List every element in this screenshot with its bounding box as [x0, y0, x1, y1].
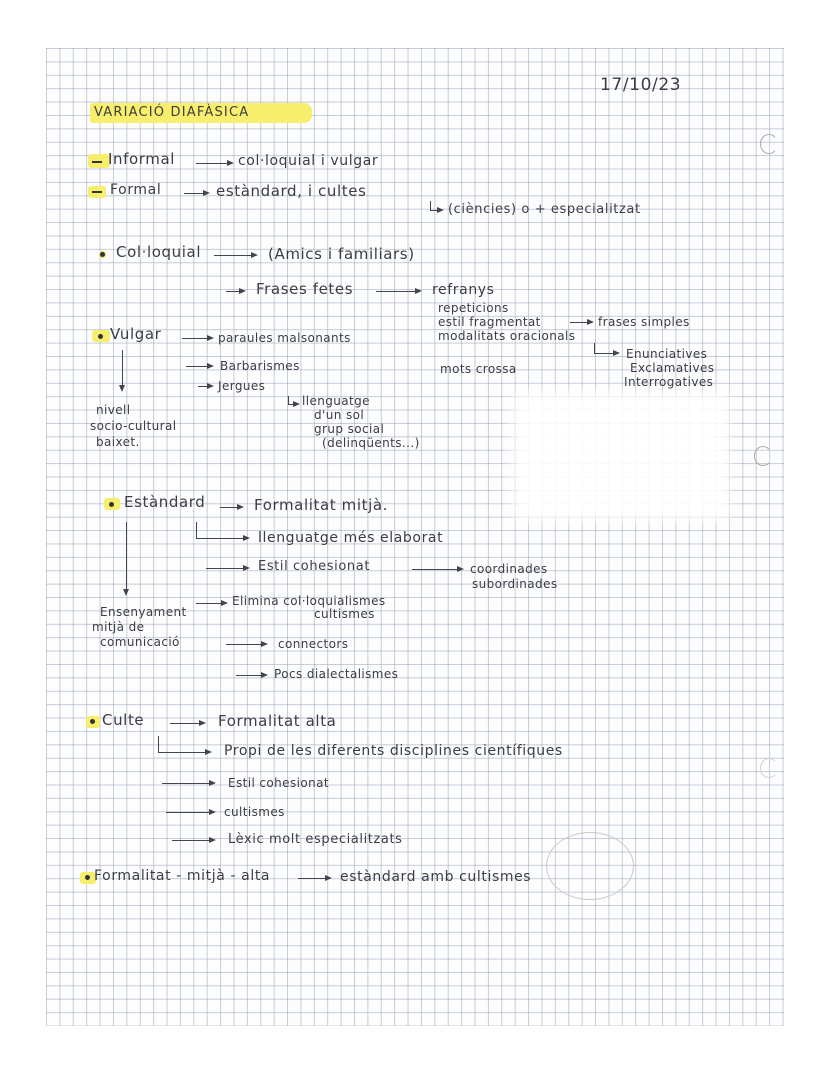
informal-target: col·loquial i vulgar [238, 153, 379, 169]
bullet-dot [98, 334, 103, 339]
coloquial-who: (Amics i familiars) [268, 245, 415, 263]
connector-line [594, 343, 595, 353]
erased-area [513, 392, 729, 520]
arrow-icon [226, 644, 266, 645]
ensenyament-text: Ensenyament [100, 605, 187, 619]
summary-left: Formalitat - mitjà - alta [94, 868, 271, 884]
modalitat-item: Interrogatives [624, 375, 714, 389]
culte-item: Estil cohesionat [228, 776, 329, 790]
bullet-dot [90, 719, 95, 724]
formal-target: estàndard, i cultes [216, 182, 367, 200]
arrow-icon [298, 878, 330, 879]
connector-line [430, 201, 431, 210]
informal-label: Informal [108, 150, 176, 168]
feature-item: refranys [432, 282, 495, 298]
formal-note: (ciències) o + especialitzat [448, 202, 641, 217]
feature-item: mots crossa [440, 362, 517, 376]
jergues-note: grup social [314, 422, 385, 436]
jergues-note: d'un sol [314, 408, 365, 422]
jergues-note: llenguatge [302, 394, 370, 408]
arrow-icon [196, 603, 226, 604]
estandard-item: Elimina col·loquialismes [232, 594, 386, 608]
modalitat-item: Enunciatives [626, 347, 708, 361]
frases-fetes: Frases fetes [256, 280, 354, 298]
oracio-type: coordinades [470, 562, 548, 576]
arrow-icon [196, 163, 232, 164]
down-arrow-icon [126, 522, 127, 594]
estandard-item: Pocs dialectalismes [274, 667, 399, 681]
binder-ring-icon [760, 758, 778, 778]
vulgar-item: paraules malsonants [218, 331, 351, 345]
nivell-text: baixet. [96, 435, 140, 449]
arrow-icon [170, 723, 204, 724]
arrow-icon [158, 752, 210, 753]
culte-item: Lèxic molt especialitzats [228, 832, 403, 847]
ensenyament-text: mitjà de [92, 620, 145, 634]
culte-formalitat: Formalitat alta [218, 712, 337, 730]
feature-item: estil fragmentat [438, 315, 541, 329]
arrow-icon [184, 193, 208, 194]
down-arrow-icon [122, 350, 123, 390]
arrow-icon [182, 338, 212, 339]
arrow-icon [166, 812, 214, 813]
culte-label: Culte [102, 711, 145, 729]
arrow-icon [162, 783, 214, 784]
arrow-icon [412, 569, 462, 570]
bullet-dot [100, 252, 105, 257]
jergues-note: (delinqüents...) [322, 436, 420, 450]
culte-item: cultismes [224, 805, 285, 819]
frases-simples: frases simples [598, 315, 690, 329]
arrow-icon [206, 568, 248, 569]
binder-ring-icon [754, 446, 772, 466]
bullet-dot [109, 502, 114, 507]
note-date: 17/10/23 [600, 75, 682, 95]
estandard-item: llenguatge més elaborat [258, 530, 444, 546]
oracio-type: subordinades [472, 577, 558, 591]
nivell-text: socio-cultural [90, 419, 177, 433]
bullet-dash [92, 161, 102, 163]
pencil-circle-sketch [546, 832, 634, 900]
vulgar-item: Barbarismes [220, 359, 300, 373]
arrow-icon [196, 538, 248, 539]
connector-line [196, 522, 197, 538]
nivell-text: nivell [96, 403, 131, 417]
modalitat-item: Exclamatives [630, 361, 715, 375]
page-title: VARIACIÓ DIAFÀSICA [94, 105, 250, 120]
bullet-dot [85, 875, 90, 880]
arrow-icon [226, 291, 244, 292]
arrow-icon [376, 291, 420, 292]
feature-item: repeticions [438, 301, 509, 315]
connector-line [288, 396, 289, 404]
vulgar-item: Jergues [218, 379, 266, 393]
arrow-icon [430, 210, 442, 211]
coloquial-label: Col·loquial [116, 243, 202, 261]
bullet-dash [92, 191, 102, 193]
arrow-icon [570, 322, 592, 323]
formal-label: Formal [110, 182, 162, 198]
arrow-icon [186, 366, 212, 367]
connector-line [158, 736, 159, 752]
arrow-icon [198, 386, 212, 387]
binder-ring-icon [760, 134, 778, 154]
arrow-icon [288, 404, 298, 405]
estandard-formalitat: Formalitat mitjà. [254, 496, 389, 514]
estandard-item: Estil cohesionat [258, 559, 371, 574]
ensenyament-text: comunicació [100, 635, 180, 649]
arrow-icon [214, 255, 256, 256]
vulgar-label: Vulgar [110, 325, 162, 343]
arrow-icon [594, 353, 618, 354]
estandard-label: Estàndard [124, 493, 206, 511]
estandard-item: connectors [278, 637, 349, 651]
culte-item: Propi de les diferents disciplines científiques [224, 743, 563, 759]
arrow-icon [236, 675, 266, 676]
cultismes-item: cultismes [314, 607, 375, 621]
feature-item: modalitats oracionals [438, 329, 576, 343]
arrow-icon [220, 507, 242, 508]
summary-right: estàndard amb cultismes [340, 869, 532, 885]
arrow-icon [172, 840, 214, 841]
